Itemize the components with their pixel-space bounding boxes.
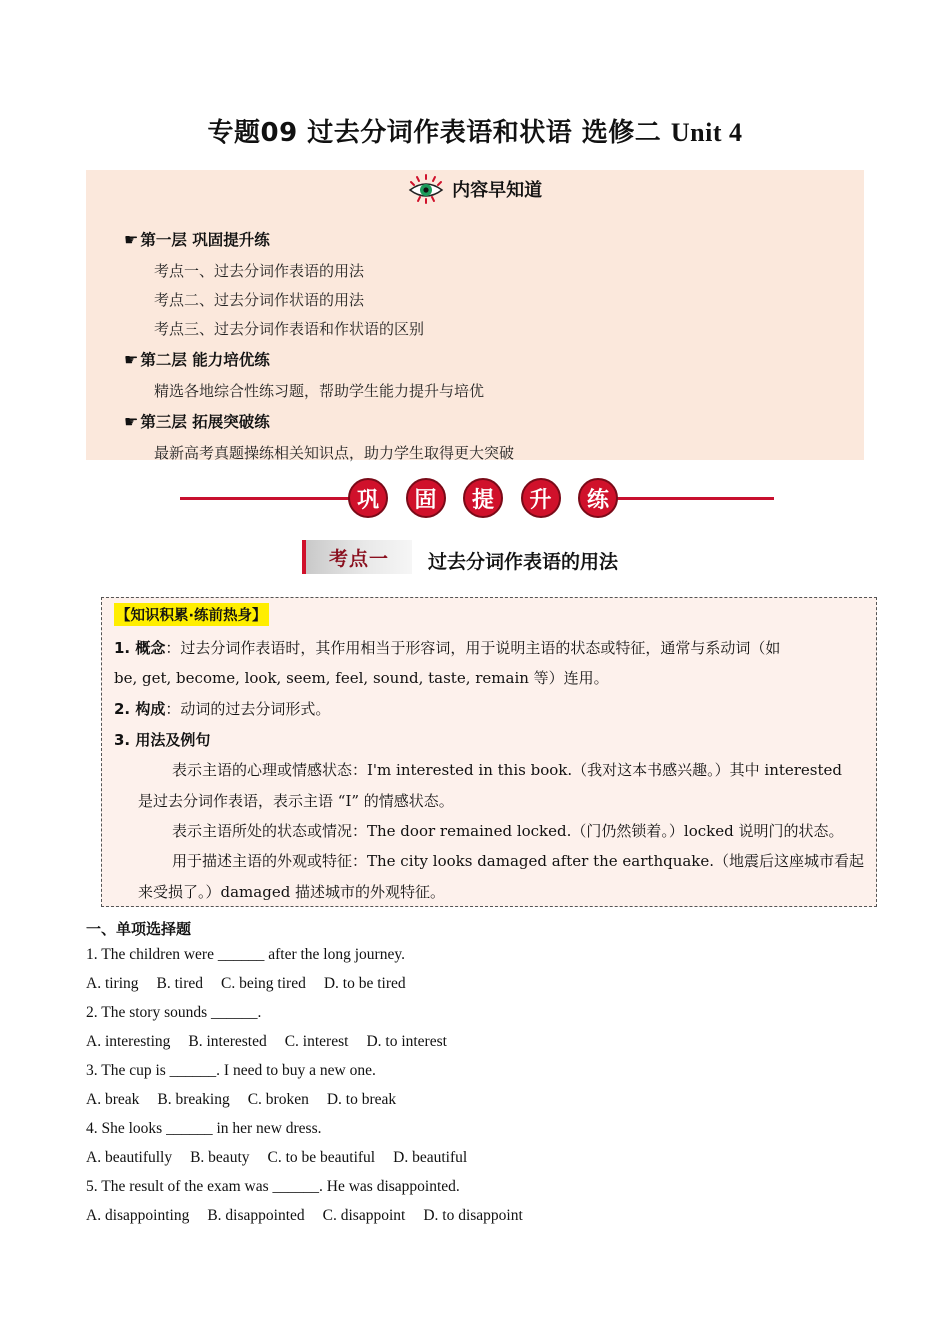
option: C. being tired (221, 975, 306, 992)
title-zh: 专题09 过去分词作表语和状语 选修二 (207, 118, 671, 148)
content-overview-box (86, 170, 864, 460)
banner-char: 固 (406, 478, 446, 518)
eye-icon (408, 174, 444, 204)
kaodian-tag: 考点一 (302, 540, 412, 574)
question-options (86, 1207, 541, 1225)
pointing-hand-icon: ☛ (124, 350, 139, 369)
overview-item: 精选各地综合性练习题，帮助学生能力提升与培优 (154, 382, 485, 400)
overview-heading (86, 174, 864, 204)
option: C. to be beautiful (267, 1149, 376, 1166)
section-heading: 一、单项选择题 (86, 920, 192, 938)
usage-label: 3. 用法及例句 (114, 731, 211, 749)
banner-line-left (180, 497, 352, 500)
banner-char: 提 (463, 478, 503, 518)
question-options (86, 1091, 414, 1109)
pointing-hand-icon: ☛ (124, 230, 139, 249)
concept-line: 1. 概念：过去分词作表语时，其作用相当于形容词，用于说明主语的状态或特征，通常与系动词（如 (114, 639, 781, 657)
section-banner (180, 478, 774, 520)
knowledge-label: 【知识积累·练前热身】 (114, 603, 269, 626)
knowledge-box (101, 597, 877, 907)
option: A. interesting (86, 1033, 171, 1050)
usage-line: 来受损了。）damaged 描述城市的外观特征。 (138, 883, 446, 901)
option: D. to interest (366, 1033, 447, 1050)
option: D. to disappoint (423, 1207, 523, 1224)
question-options (86, 975, 424, 993)
layer-2-label: ☛ 第二层 能力培优练 (124, 350, 270, 369)
banner-char: 巩 (348, 478, 388, 518)
concept-line-2: be, get, become, look, seem, feel, sound, taste, remain 等）连用。 (114, 669, 609, 687)
option: C. disappoint (322, 1207, 406, 1224)
question-stem: 5. The result of the exam was ______. He was disappointed. (86, 1178, 460, 1195)
option: B. beauty (190, 1149, 250, 1166)
option: B. tired (156, 975, 204, 992)
option: D. to break (326, 1091, 397, 1108)
layer-1-label: ☛ 第一层 巩固提升练 (124, 230, 270, 249)
question-stem: 2. The story sounds ______. (86, 1004, 262, 1021)
option: B. interested (188, 1033, 267, 1050)
option: A. tiring (86, 975, 139, 992)
overview-item: 考点三、过去分词作表语和作状语的区别 (154, 320, 425, 338)
overview-item: 最新高考真题操练相关知识点，助力学生取得更大突破 (154, 444, 515, 462)
question-stem: 1. The children were ______ after the long journey. (86, 946, 405, 963)
option: B. disappointed (207, 1207, 305, 1224)
banner-line-right (614, 497, 774, 500)
banner-char: 升 (521, 478, 561, 518)
title-unit: Unit 4 (670, 118, 743, 147)
option: A. beautifully (86, 1149, 173, 1166)
usage-line: 表示主语所处的状态或情况：The door remained locked.（门仍然锁着。）locked 说明门的状态。 (172, 822, 844, 840)
pointing-hand-icon: ☛ (124, 412, 139, 431)
question-stem: 4. She looks ______ in her new dress. (86, 1120, 322, 1137)
usage-line: 用于描述主语的外观或特征：The city looks damaged after the earthquake.（地震后这座城市看起 (172, 852, 865, 870)
structure-line: 2. 构成：动词的过去分词形式。 (114, 700, 331, 718)
option: A. disappointing (86, 1207, 190, 1224)
option: D. to be tired (323, 975, 406, 992)
option: C. broken (247, 1091, 309, 1108)
layer-3-label: ☛ 第三层 拓展突破练 (124, 412, 270, 431)
kaodian-title: 过去分词作表语的用法 (428, 551, 619, 573)
overview-item: 考点二、过去分词作状语的用法 (154, 291, 365, 309)
overview-item: 考点一、过去分词作表语的用法 (154, 262, 365, 280)
option: A. break (86, 1091, 140, 1108)
option: C. interest (284, 1033, 349, 1050)
overview-heading-text: 内容早知道 (452, 180, 543, 201)
option: D. beautiful (393, 1149, 468, 1166)
question-stem: 3. The cup is ______. I need to buy a new one. (86, 1062, 376, 1079)
question-options (86, 1149, 485, 1167)
question-options (86, 1033, 465, 1051)
page-title (0, 112, 950, 149)
banner-char: 练 (578, 478, 618, 518)
usage-line: 表示主语的心理或情感状态：I'm interested in this book.（我对这本书感兴趣。）其中 interested (172, 761, 843, 779)
option: B. breaking (157, 1091, 230, 1108)
usage-line: 是过去分词作表语，表示主语 “I” 的情感状态。 (138, 792, 454, 810)
